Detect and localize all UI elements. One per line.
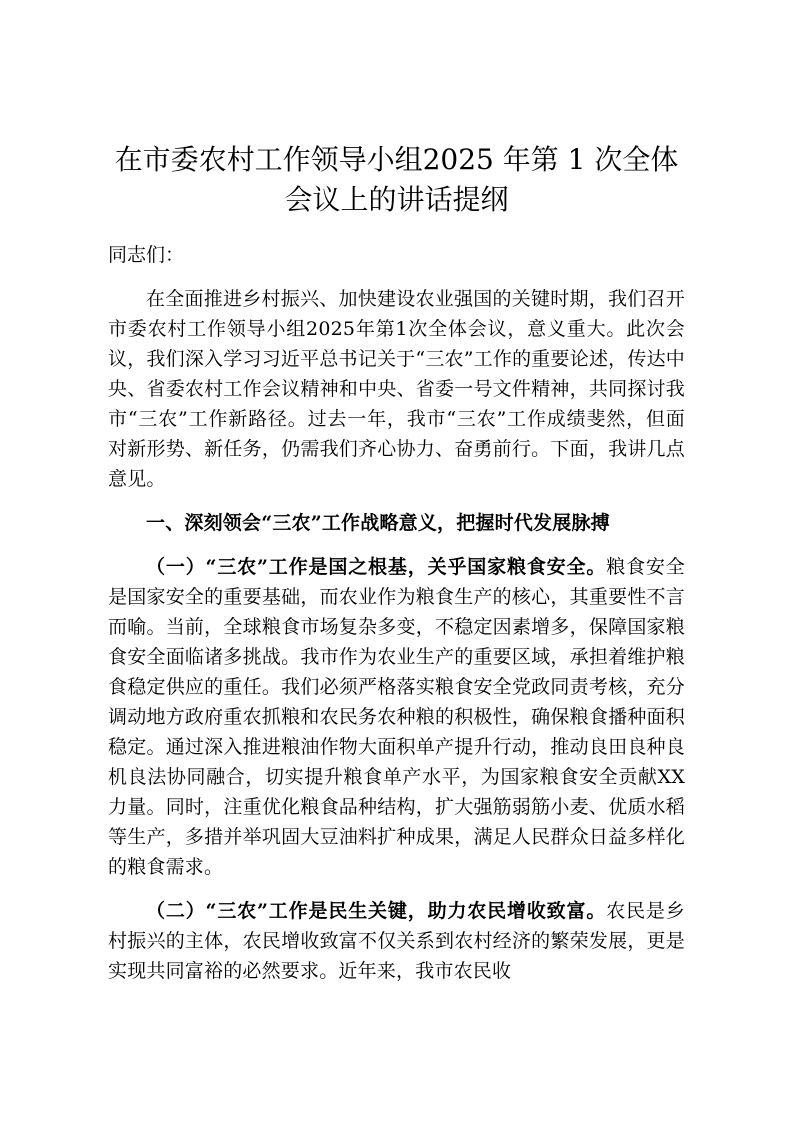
section-1-heading: 一、深刻领会“三农”工作战略意义，把握时代发展脉搏 xyxy=(146,512,610,534)
subsection-1-lead: （一）“三农”工作是国之根基，关乎国家粮食安全。 xyxy=(146,556,607,578)
subsection-2-body: 农民是乡村振兴的主体，农民增收致富不仅关系到农村经济的繁荣发展，更是实现共同富裕的必然要求。近年来，我市农民收 xyxy=(108,900,685,982)
subsection-2-paragraph xyxy=(108,896,685,986)
subsection-1-body: 粮食安全是国家安全的重要基础，而农业作为粮食生产的核心，其重要性不言而喻。当前，全球粮食市场复杂多变，不稳定因素增多，保障国家粮食安全面临诸多挑战。我市作为农业生产的重要区域，承担着维护粮食稳定供应的重任。我们必须严格落实粮食安全党政同责考核，充分调动地方政府重农抓粮和农民务农种粮的积极性，确保粮食播种面积稳定。通过深入推进粮油作物大面积单产提升行动，推动良田良种良机良法协同融合，切实提升粮食单产水平，为国家粮食安全贡献XX力量。同时，注重优化粮食品种结构，扩大强筋弱筋小麦、优质水稻等生产，多措并举巩固大豆油料扩种成果，满足人民群众日益多样化的粮食需求。 xyxy=(108,556,685,878)
subsection-2-lead: （二）“三农”工作是民生关键，助力农民增收致富。 xyxy=(146,900,607,922)
subsection-1-paragraph xyxy=(108,552,685,882)
document-title: 在市委农村工作领导小组2025 年第 1 次全体会议上的讲话提纲 xyxy=(114,143,679,216)
intro-paragraph: 在全面推进乡村振兴、加快建设农业强国的关键时期，我们召开市委农村工作领导小组2025年第1次全体会议，意义重大。此次会议，我们深入学习习近平总书记关于“三农”工作的重要论述，传达中央、省委农村工作会议精神和中央、省委一号文件精神，共同探讨我市“三农”工作新路径。过去一年，我市“三农”工作成绩斐然，但面对新形势、新任务，仍需我们齐心协力、奋勇前行。下面，我讲几点意见。 xyxy=(108,288,685,490)
salutation: 同志们： xyxy=(108,244,185,266)
